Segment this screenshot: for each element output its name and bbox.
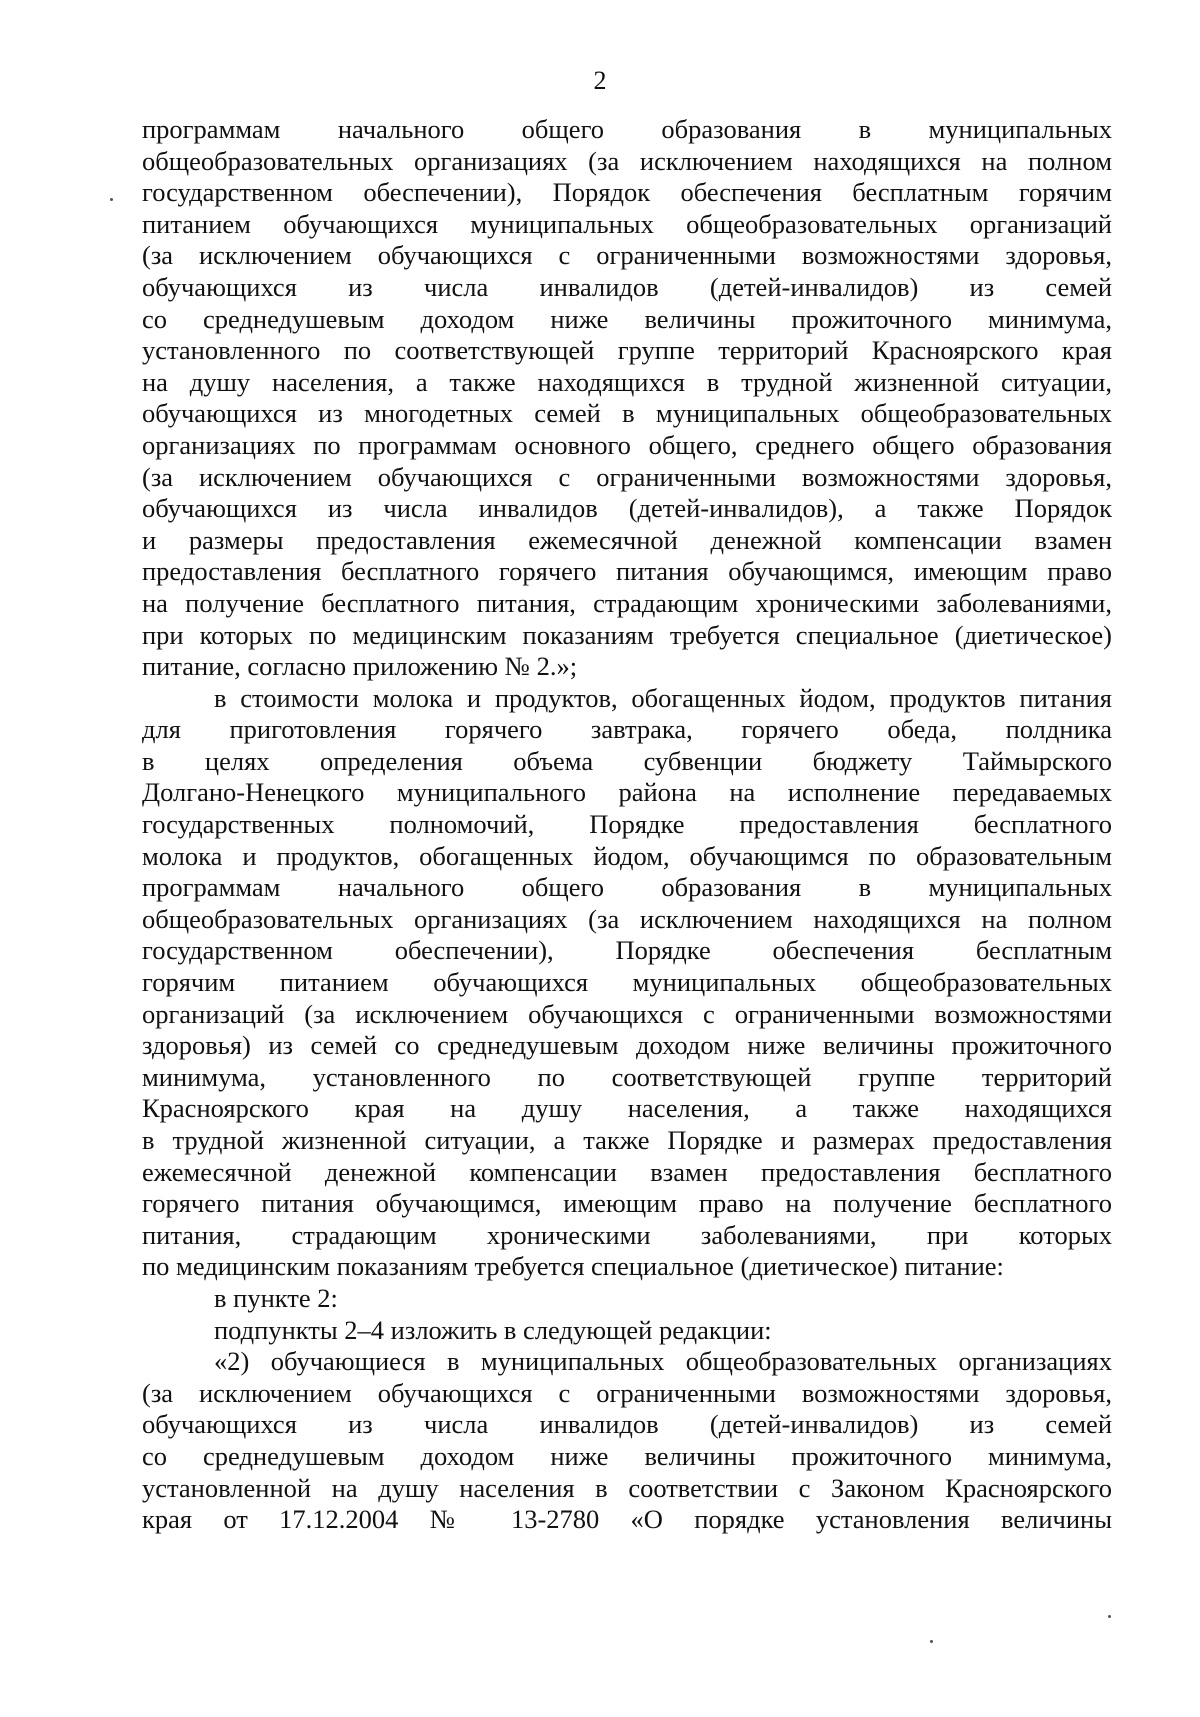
text-line: Красноярского края на душу населения, а также находящихся xyxy=(142,1093,1112,1124)
text-line: для приготовления горячего завтрака, горячего обеда, полдника xyxy=(142,714,1112,745)
text-line: ежемесячной денежной компенсации взамен предоставления бесплатного xyxy=(142,1156,1112,1187)
text-line: установленной на душу населения в соответствии с Законом Красноярского xyxy=(142,1472,1112,1503)
text-line: государственном обеспечении), Порядке обеспечения бесплатным xyxy=(142,935,1112,966)
page-number: 2 xyxy=(593,66,607,95)
text-line: (за исключением обучающихся с ограниченными возможностями здоровья, xyxy=(142,240,1112,271)
text-line: по медицинским показаниям требуется специальное (диетическое) питание: xyxy=(142,1251,1004,1282)
text-line: «2) обучающиеся в муниципальных общеобразовательных организациях xyxy=(214,1346,1112,1377)
text-line: в целях определения объема субвенции бюджету Таймырского xyxy=(142,745,1112,776)
text-line: края от 17.12.2004 № 13-2780 «О порядке установления величины xyxy=(142,1504,1112,1535)
paragraph xyxy=(142,1346,1112,1536)
text-line: питания, страдающим хроническими заболеваниями, при которых xyxy=(142,1219,1112,1250)
text-line: программам начального общего образования в муниципальных xyxy=(142,872,1112,903)
scan-speck xyxy=(1108,1615,1111,1618)
text-line: в стоимости молока и продуктов, обогащенных йодом, продуктов питания xyxy=(214,682,1112,713)
text-line: и размеры предоставления ежемесячной денежной компенсации взамен xyxy=(142,524,1112,555)
text-line: организаций (за исключением обучающихся с ограниченными возможностями xyxy=(142,998,1112,1029)
text-line: предоставления бесплатного горячего питания обучающимся, имеющим право xyxy=(142,556,1112,587)
text-line: установленного по соответствующей группе территорий Красноярского края xyxy=(142,335,1112,366)
paragraph xyxy=(142,1283,1112,1315)
text-line: со среднедушевым доходом ниже величины прожиточного минимума, xyxy=(142,303,1112,334)
text-line: в трудной жизненной ситуации, а также Порядке и размерах предоставления xyxy=(142,1125,1112,1155)
paragraph xyxy=(142,683,1112,1283)
text-line: Долгано-Ненецкого муниципального района на исполнение передаваемых xyxy=(142,777,1112,808)
text-line: здоровья) из семей со среднедушевым доходом ниже величины прожиточного xyxy=(142,1030,1112,1061)
text-line: питанием обучающихся муниципальных общеобразовательных организаций xyxy=(142,208,1112,239)
document-body xyxy=(142,114,1112,1536)
text-line: (за исключением обучающихся с ограниченными возможностями здоровья, xyxy=(142,461,1112,492)
text-line: общеобразовательных организациях (за исключением находящихся на полном xyxy=(142,145,1112,176)
text-line: питание, согласно приложению № 2.»; xyxy=(142,651,578,682)
text-line: молока и продуктов, обогащенных йодом, обучающимся по образовательным xyxy=(142,840,1112,871)
text-line: (за исключением обучающихся с ограниченными возможностями здоровья, xyxy=(142,1377,1112,1408)
text-line: минимума, установленного по соответствующей группе территорий xyxy=(142,1061,1112,1092)
paragraph xyxy=(142,114,1112,683)
text-line: на получение бесплатного питания, страдающим хроническими заболеваниями, xyxy=(142,587,1112,618)
text-line: государственном обеспечении), Порядок обеспечения бесплатным горячим xyxy=(142,177,1112,208)
text-line: со среднедушевым доходом ниже величины прожиточного минимума, xyxy=(142,1440,1112,1471)
text-line: государственных полномочий, Порядке предоставления бесплатного xyxy=(142,809,1112,840)
text-line: в пункте 2: xyxy=(214,1282,338,1313)
text-line: обучающихся из многодетных семей в муниципальных общеобразовательных xyxy=(142,398,1112,429)
text-line: при которых по медицинским показаниям требуется специальное (диетическое) xyxy=(142,619,1112,650)
text-line: на душу населения, а также находящихся в трудной жизненной ситуации, xyxy=(142,366,1112,397)
text-line: горячим питанием обучающихся муниципальных общеобразовательных xyxy=(142,967,1112,998)
paragraph xyxy=(142,1315,1112,1347)
text-line: обучающихся из числа инвалидов (детей-инвалидов) из семей xyxy=(142,271,1112,302)
text-line: подпункты 2–4 изложить в следующей редакции: xyxy=(214,1314,772,1345)
text-line: организациях по программам основного общего, среднего общего образования xyxy=(142,429,1112,460)
scan-speck xyxy=(930,1640,933,1643)
text-line: обучающихся из числа инвалидов (детей-инвалидов) из семей xyxy=(142,1409,1112,1440)
text-line: горячего питания обучающимся, имеющим право на получение бесплатного xyxy=(142,1188,1112,1219)
text-line: обучающихся из числа инвалидов (детей-инвалидов), а также Порядок xyxy=(142,493,1112,524)
text-line: общеобразовательных организациях (за исключением находящихся на полном xyxy=(142,903,1112,934)
scan-speck xyxy=(110,198,113,201)
text-line: программам начального общего образования в муниципальных xyxy=(142,114,1112,144)
